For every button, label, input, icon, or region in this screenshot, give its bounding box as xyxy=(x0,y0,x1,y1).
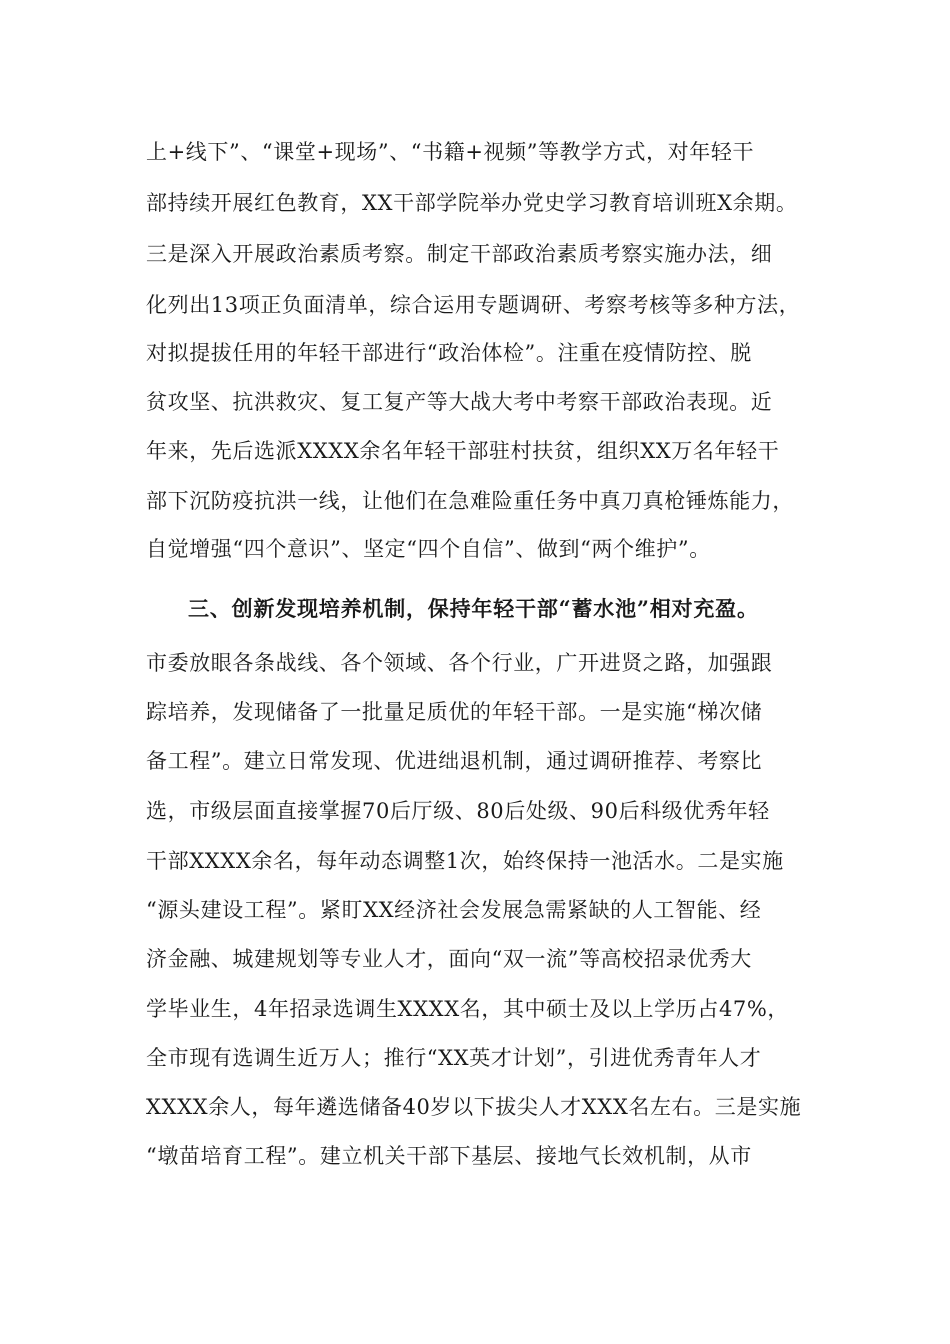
paragraph-line: 干部XXXX余名，每年动态调整1次，始终保持一池活水。二是实施 xyxy=(146,849,784,873)
paragraph-line: 上+线下”、“课堂+现场”、“书籍+视频”等教学方式，对年轻干 xyxy=(146,140,755,164)
section-heading: 三、创新发现培养机制，保持年轻干部“蓄水池”相对充盈。 xyxy=(188,596,759,621)
paragraph-line: “墩苗培育工程”。建立机关干部下基层、接地气长效机制，从市 xyxy=(146,1144,752,1168)
paragraph-line: 部下沉防疫抗洪一线，让他们在急难险重任务中真刀真枪锤炼能力， xyxy=(146,489,794,513)
paragraph-line: 年来，先后选派XXXX余名年轻干部驻村扶贫，组织XX万名年轻干 xyxy=(146,439,780,463)
paragraph-line: 济金融、城建规划等专业人才，面向“双一流”等高校招录优秀大 xyxy=(146,947,752,971)
paragraph-line: “源头建设工程”。紧盯XX经济社会发展急需紧缺的人工智能、经 xyxy=(146,898,762,922)
paragraph-line: 学毕业生，4年招录选调生XXXX名，其中硕士及以上学历占47%， xyxy=(146,997,790,1021)
paragraph-line: 部持续开展红色教育，XX干部学院举办党史学习教育培训班X余期。 xyxy=(146,191,798,215)
paragraph-line: 贫攻坚、抗洪救灾、复工复产等大战大考中考察干部政治表现。近 xyxy=(146,390,773,414)
paragraph-line: 化列出13项正负面清单，综合运用专题调研、考察考核等多种方法， xyxy=(146,293,801,317)
paragraph-line: 备工程”。建立日常发现、优进绌退机制，通过调研推荐、考察比 xyxy=(146,749,763,773)
paragraph-line: 三是深入开展政治素质考察。制定干部政治素质考察实施办法，细 xyxy=(146,242,773,266)
paragraph-line: 选，市级层面直接掌握70后厅级、80后处级、90后科级优秀年轻 xyxy=(146,799,770,823)
paragraph-line: 全市现有选调生近万人；推行“XX英才计划”，引进优秀青年人才 xyxy=(146,1046,762,1070)
paragraph-line: 对拟提拔任用的年轻干部进行“政治体检”。注重在疫情防控、脱 xyxy=(146,341,752,365)
paragraph-line: 踪培养，发现储备了一批量足质优的年轻干部。一是实施“梯次储 xyxy=(146,700,763,724)
paragraph-line: 市委放眼各条战线、各个领域、各个行业，广开进贤之路，加强跟 xyxy=(146,651,773,675)
paragraph-line: 自觉增强“四个意识”、坚定“四个自信”、做到“两个维护”。 xyxy=(146,537,711,561)
paragraph-line: XXXX余人，每年遴选储备40岁以下拔尖人才XXX名左右。三是实施 xyxy=(146,1095,802,1119)
